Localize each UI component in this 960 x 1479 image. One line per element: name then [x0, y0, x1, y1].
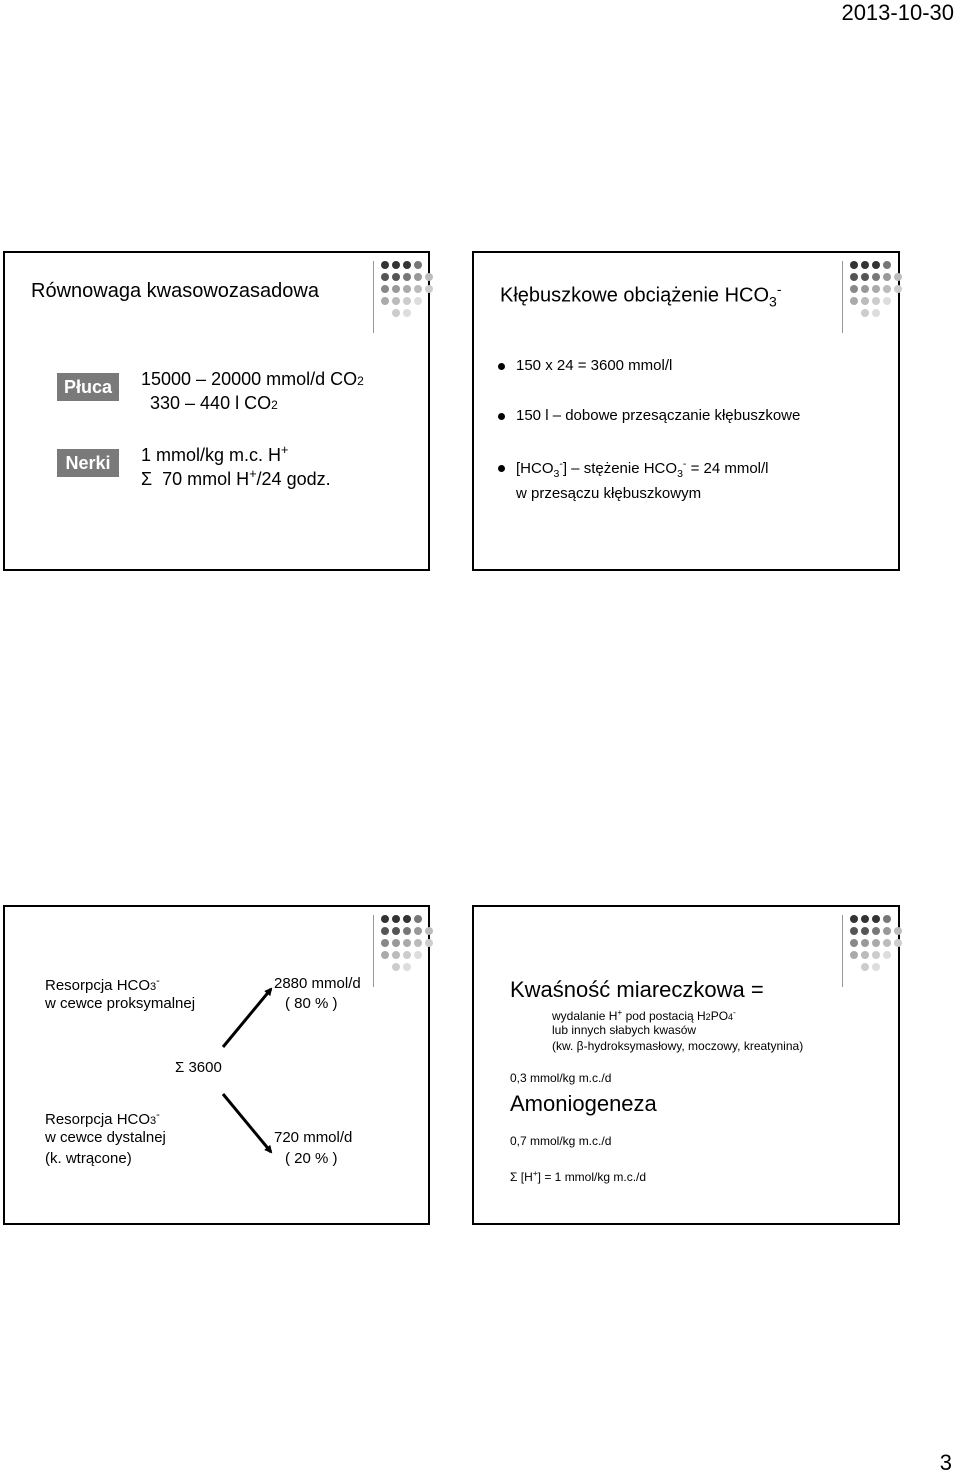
decoration-dot — [414, 285, 422, 293]
decoration-dot — [850, 297, 858, 305]
bullet-dot — [498, 413, 505, 420]
decoration-dot — [392, 297, 400, 305]
decoration-dot — [850, 915, 858, 923]
decoration-dot — [861, 273, 869, 281]
decoration-dot — [861, 297, 869, 305]
divider-line — [842, 261, 843, 333]
proximal-value: 2880 mmol/d — [274, 975, 361, 992]
decoration-dot — [872, 297, 880, 305]
distal-label-line-1: Resorpcja HCO3- — [45, 1109, 160, 1128]
distal-percent: ( 20 % ) — [285, 1150, 338, 1167]
bullet-dot — [498, 363, 505, 370]
decoration-dot — [850, 261, 858, 269]
decoration-dot — [850, 273, 858, 281]
nerki-line-2: Σ 70 mmol H+/24 godz. — [141, 467, 331, 489]
decoration-dot — [861, 927, 869, 935]
decoration-dot — [861, 963, 869, 971]
decoration-dot — [883, 261, 891, 269]
ammoniagenesis-title: Amoniogeneza — [510, 1091, 657, 1116]
distal-value: 720 mmol/d — [274, 1129, 353, 1146]
decoration-dot — [883, 927, 891, 935]
total-h-value: Σ [H+] = 1 mmol/kg m.c./d — [510, 1168, 647, 1184]
decoration-dot — [872, 309, 880, 317]
decoration-dot — [872, 273, 880, 281]
decoration-dot — [381, 273, 389, 281]
bullet-3-line-2: w przesączu kłębuszkowym — [516, 485, 702, 502]
decoration-dot — [414, 297, 422, 305]
decoration-dot — [414, 261, 422, 269]
decoration-dot — [381, 261, 389, 269]
decoration-dot — [861, 285, 869, 293]
decoration-dot — [861, 261, 869, 269]
decoration-dot — [850, 939, 858, 947]
pluca-line-1: 15000 – 20000 mmol/d CO2 — [141, 369, 364, 389]
nerki-line-1: 1 mmol/kg m.c. H+ — [141, 443, 289, 465]
bullet-2: 150 l – dobowe przesączanie kłębuszkowe — [516, 407, 801, 424]
proximal-percent: ( 80 % ) — [285, 995, 338, 1012]
decoration-dot — [872, 285, 880, 293]
nerki-label-box: Nerki — [57, 449, 119, 477]
decoration-dot — [872, 261, 880, 269]
decoration-dot — [861, 309, 869, 317]
distal-label-line-3: (k. wtrącone) — [45, 1150, 132, 1167]
decoration-dot — [403, 309, 411, 317]
branch-arrows — [5, 907, 432, 1227]
decoration-dot — [392, 261, 400, 269]
slide-4 — [472, 905, 900, 1225]
decoration-dot — [883, 915, 891, 923]
decoration-dot — [872, 951, 880, 959]
decoration-dot — [883, 297, 891, 305]
decoration-dot — [392, 273, 400, 281]
slide-2 — [472, 251, 900, 571]
page-number: 3 — [939, 1450, 952, 1475]
decoration-dot — [403, 261, 411, 269]
pluca-label-box: Płuca — [57, 373, 119, 401]
decoration-dot — [403, 273, 411, 281]
decoration-dot — [850, 927, 858, 935]
slide-3 — [3, 905, 430, 1225]
ammoniagenesis-value: 0,7 mmol/kg m.c./d — [510, 1134, 612, 1148]
decoration-dot — [403, 297, 411, 305]
decoration-dot — [425, 273, 433, 281]
titratable-value: 0,3 mmol/kg m.c./d — [510, 1071, 612, 1085]
decoration-dot — [850, 951, 858, 959]
decoration-dot — [392, 309, 400, 317]
titratable-line-2: lub innych słabych kwasów — [552, 1023, 697, 1037]
decoration-dot — [414, 273, 422, 281]
slide-1-title: Równowaga kwasowozasadowa — [31, 280, 319, 302]
titratable-acidity-title: Kwaśność miareczkowa = — [510, 977, 764, 1002]
bullet-3: $[HCO_3^-]$ – stężenie $HCO_3^- = 24$ mmol/l — [516, 458, 769, 480]
decoration-dot — [850, 285, 858, 293]
proximal-label-line-1: Resorpcja HCO3- — [45, 975, 160, 994]
bullet-dot — [498, 465, 505, 472]
pluca-line-2: 330 – 440 l CO2 — [150, 393, 278, 413]
slide-1 — [3, 251, 430, 571]
decoration-dot — [883, 939, 891, 947]
titratable-line-3: (kw. β-hydroksymasłowy, moczowy, kreatynina) — [552, 1039, 804, 1053]
sum-label: Σ 3600 — [175, 1059, 222, 1076]
decoration-dot — [403, 285, 411, 293]
decoration-dot — [883, 285, 891, 293]
decoration-dot — [894, 939, 902, 947]
bullet-1: 150 x 24 = 3600 mmol/l — [516, 357, 673, 374]
decoration-dot — [381, 285, 389, 293]
decoration-dot — [425, 285, 433, 293]
decoration-dot — [861, 915, 869, 923]
proximal-label-line-2: w cewce proksymalnej — [45, 995, 196, 1012]
decoration-dot — [894, 273, 902, 281]
titratable-line-1: wydalanie H+ pod postacią H2PO4- — [552, 1007, 736, 1023]
decoration-dot — [894, 285, 902, 293]
decoration-dot — [883, 273, 891, 281]
divider-line — [373, 261, 374, 333]
decoration-dot — [381, 297, 389, 305]
page-date: 2013-10-30 — [841, 0, 954, 25]
decoration-dot — [392, 285, 400, 293]
decoration-dot — [872, 927, 880, 935]
arrow-to-distal — [223, 1094, 271, 1152]
decoration-dot — [872, 963, 880, 971]
decoration-dot — [894, 927, 902, 935]
slide-2-title: Kłębuszkowe obciążenie $HCO_3^-$ — [500, 281, 782, 310]
decoration-dot — [872, 915, 880, 923]
divider-line — [842, 915, 843, 987]
decoration-dot — [861, 939, 869, 947]
decoration-dot — [861, 951, 869, 959]
distal-label-line-2: w cewce dystalnej — [45, 1129, 166, 1146]
decoration-dot — [872, 939, 880, 947]
arrow-to-proximal — [223, 989, 271, 1047]
decoration-dot — [883, 951, 891, 959]
